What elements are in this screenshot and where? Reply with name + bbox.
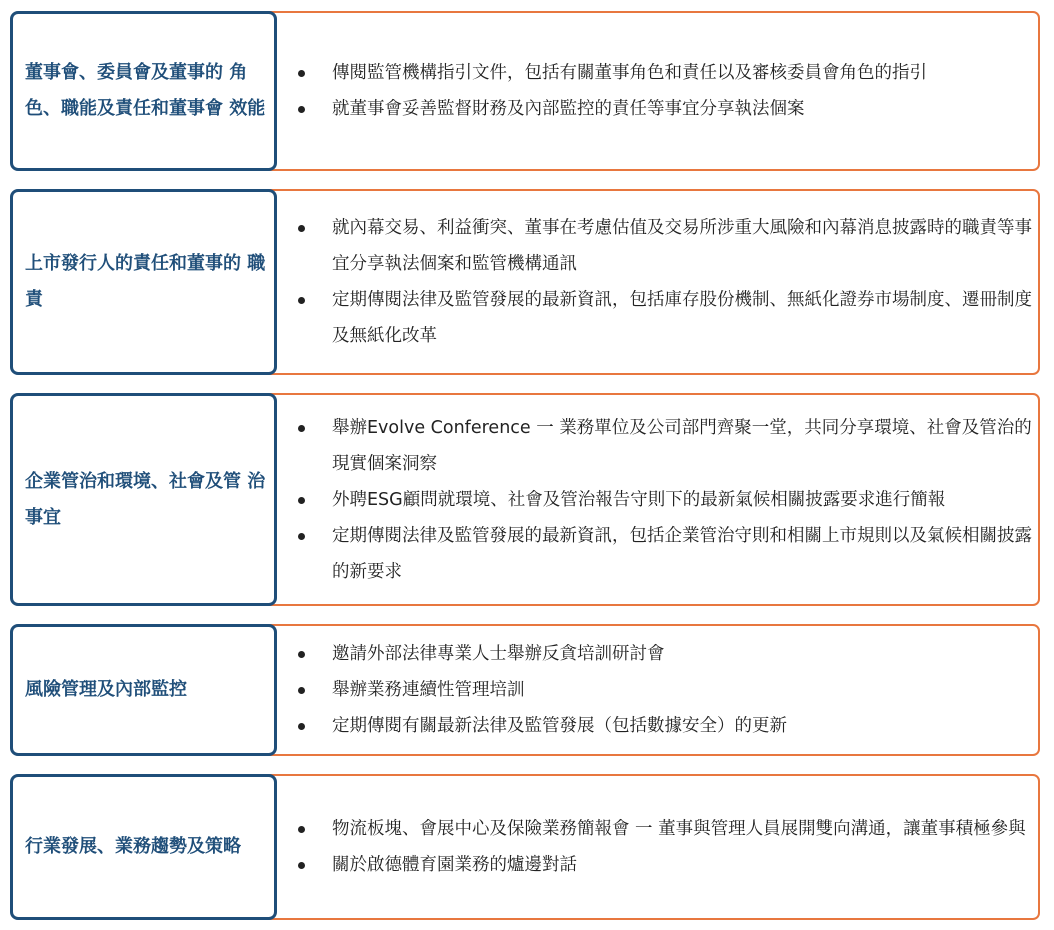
list-item-text: 定期傳閱法律及監管發展的最新資訊，包括企業管治守則和相關上市規則以及氣候相關披露的新要求	[332, 525, 1032, 582]
topic-label: 風險管理及內部監控	[25, 679, 187, 700]
bullet-list	[295, 189, 1036, 375]
list-item-text: 定期傳閱法律及監管發展的最新資訊，包括庫存股份機制、無紙化證券市場制度、遷冊制度及無紙化改革	[332, 290, 1032, 346]
list-item	[295, 55, 1036, 91]
list-item	[295, 518, 1036, 590]
list-item	[295, 811, 1036, 847]
list-item-text: 物流板塊、會展中心及保險業務簡報會 一 董事與管理人員展開雙向溝通，讓董事積極參與	[332, 819, 1026, 839]
list-item	[295, 636, 1036, 672]
bullet-icon	[298, 651, 305, 658]
bullet-icon	[298, 687, 305, 694]
list-item-text: 就董事會妥善監督財務及內部監控的責任等事宜分享執法個案	[332, 99, 805, 119]
training-row	[0, 189, 1054, 375]
bullet-icon	[298, 497, 305, 504]
bullet-icon	[298, 533, 305, 540]
list-item-text: 傳閱監管機構指引文件，包括有關董事角色和責任以及審核委員會角色的指引	[332, 63, 927, 83]
list-item	[295, 708, 1036, 744]
list-item-text: 邀請外部法律專業人士舉辦反貪培訓研討會	[332, 644, 665, 664]
list-item-text: 就內幕交易、利益衝突、董事在考慮估值及交易所涉重大風險和內幕消息披露時的職責等事宜分享執法個案和監管機構通訊	[332, 218, 1032, 274]
list-item	[295, 91, 1036, 127]
list-item	[295, 282, 1036, 354]
bullet-icon	[298, 425, 305, 432]
topic-label: 上市發行人的責任和董事的 職責	[25, 253, 266, 310]
training-row	[0, 393, 1054, 606]
bullet-icon	[298, 723, 305, 730]
bullet-icon	[298, 862, 305, 869]
bullet-icon	[298, 225, 305, 232]
training-row	[0, 11, 1054, 171]
list-item	[295, 672, 1036, 708]
topic-box	[10, 774, 277, 920]
topic-box	[10, 189, 277, 375]
topic-box	[10, 624, 277, 756]
topic-box	[10, 393, 277, 606]
list-item	[295, 210, 1036, 282]
bullet-icon	[298, 826, 305, 833]
bullet-icon	[298, 106, 305, 113]
list-item	[295, 410, 1036, 482]
topic-label: 董事會、委員會及董事的 角色、職能及責任和董事會 效能	[25, 62, 266, 119]
list-item	[295, 847, 1036, 883]
training-row	[0, 624, 1054, 756]
list-item	[295, 482, 1036, 518]
list-item-text: 定期傳閱有關最新法律及監管發展（包括數據安全）的更新	[332, 716, 787, 736]
training-row	[0, 774, 1054, 920]
bullet-icon	[298, 297, 305, 304]
list-item-text: 外聘ESG顧問就環境、社會及管治報告守則下的最新氣候相關披露要求進行簡報	[332, 489, 946, 510]
bullet-list	[295, 393, 1036, 606]
bullet-icon	[298, 70, 305, 77]
bullet-list	[295, 11, 1036, 171]
topic-box	[10, 11, 277, 171]
topic-label: 行業發展、業務趨勢及策略	[25, 836, 241, 857]
bullet-list	[295, 624, 1036, 756]
topic-label: 企業管治和環境、社會及管 治事宜	[25, 470, 266, 528]
bullet-list	[295, 774, 1036, 920]
list-item-text: 舉辦Evolve Conference 一 業務單位及公司部門齊聚一堂，共同分享環境、社會及管治的現實個案洞察	[332, 417, 1032, 474]
list-item-text: 關於啟德體育園業務的爐邊對話	[332, 855, 577, 875]
list-item-text: 舉辦業務連續性管理培訓	[332, 680, 525, 700]
